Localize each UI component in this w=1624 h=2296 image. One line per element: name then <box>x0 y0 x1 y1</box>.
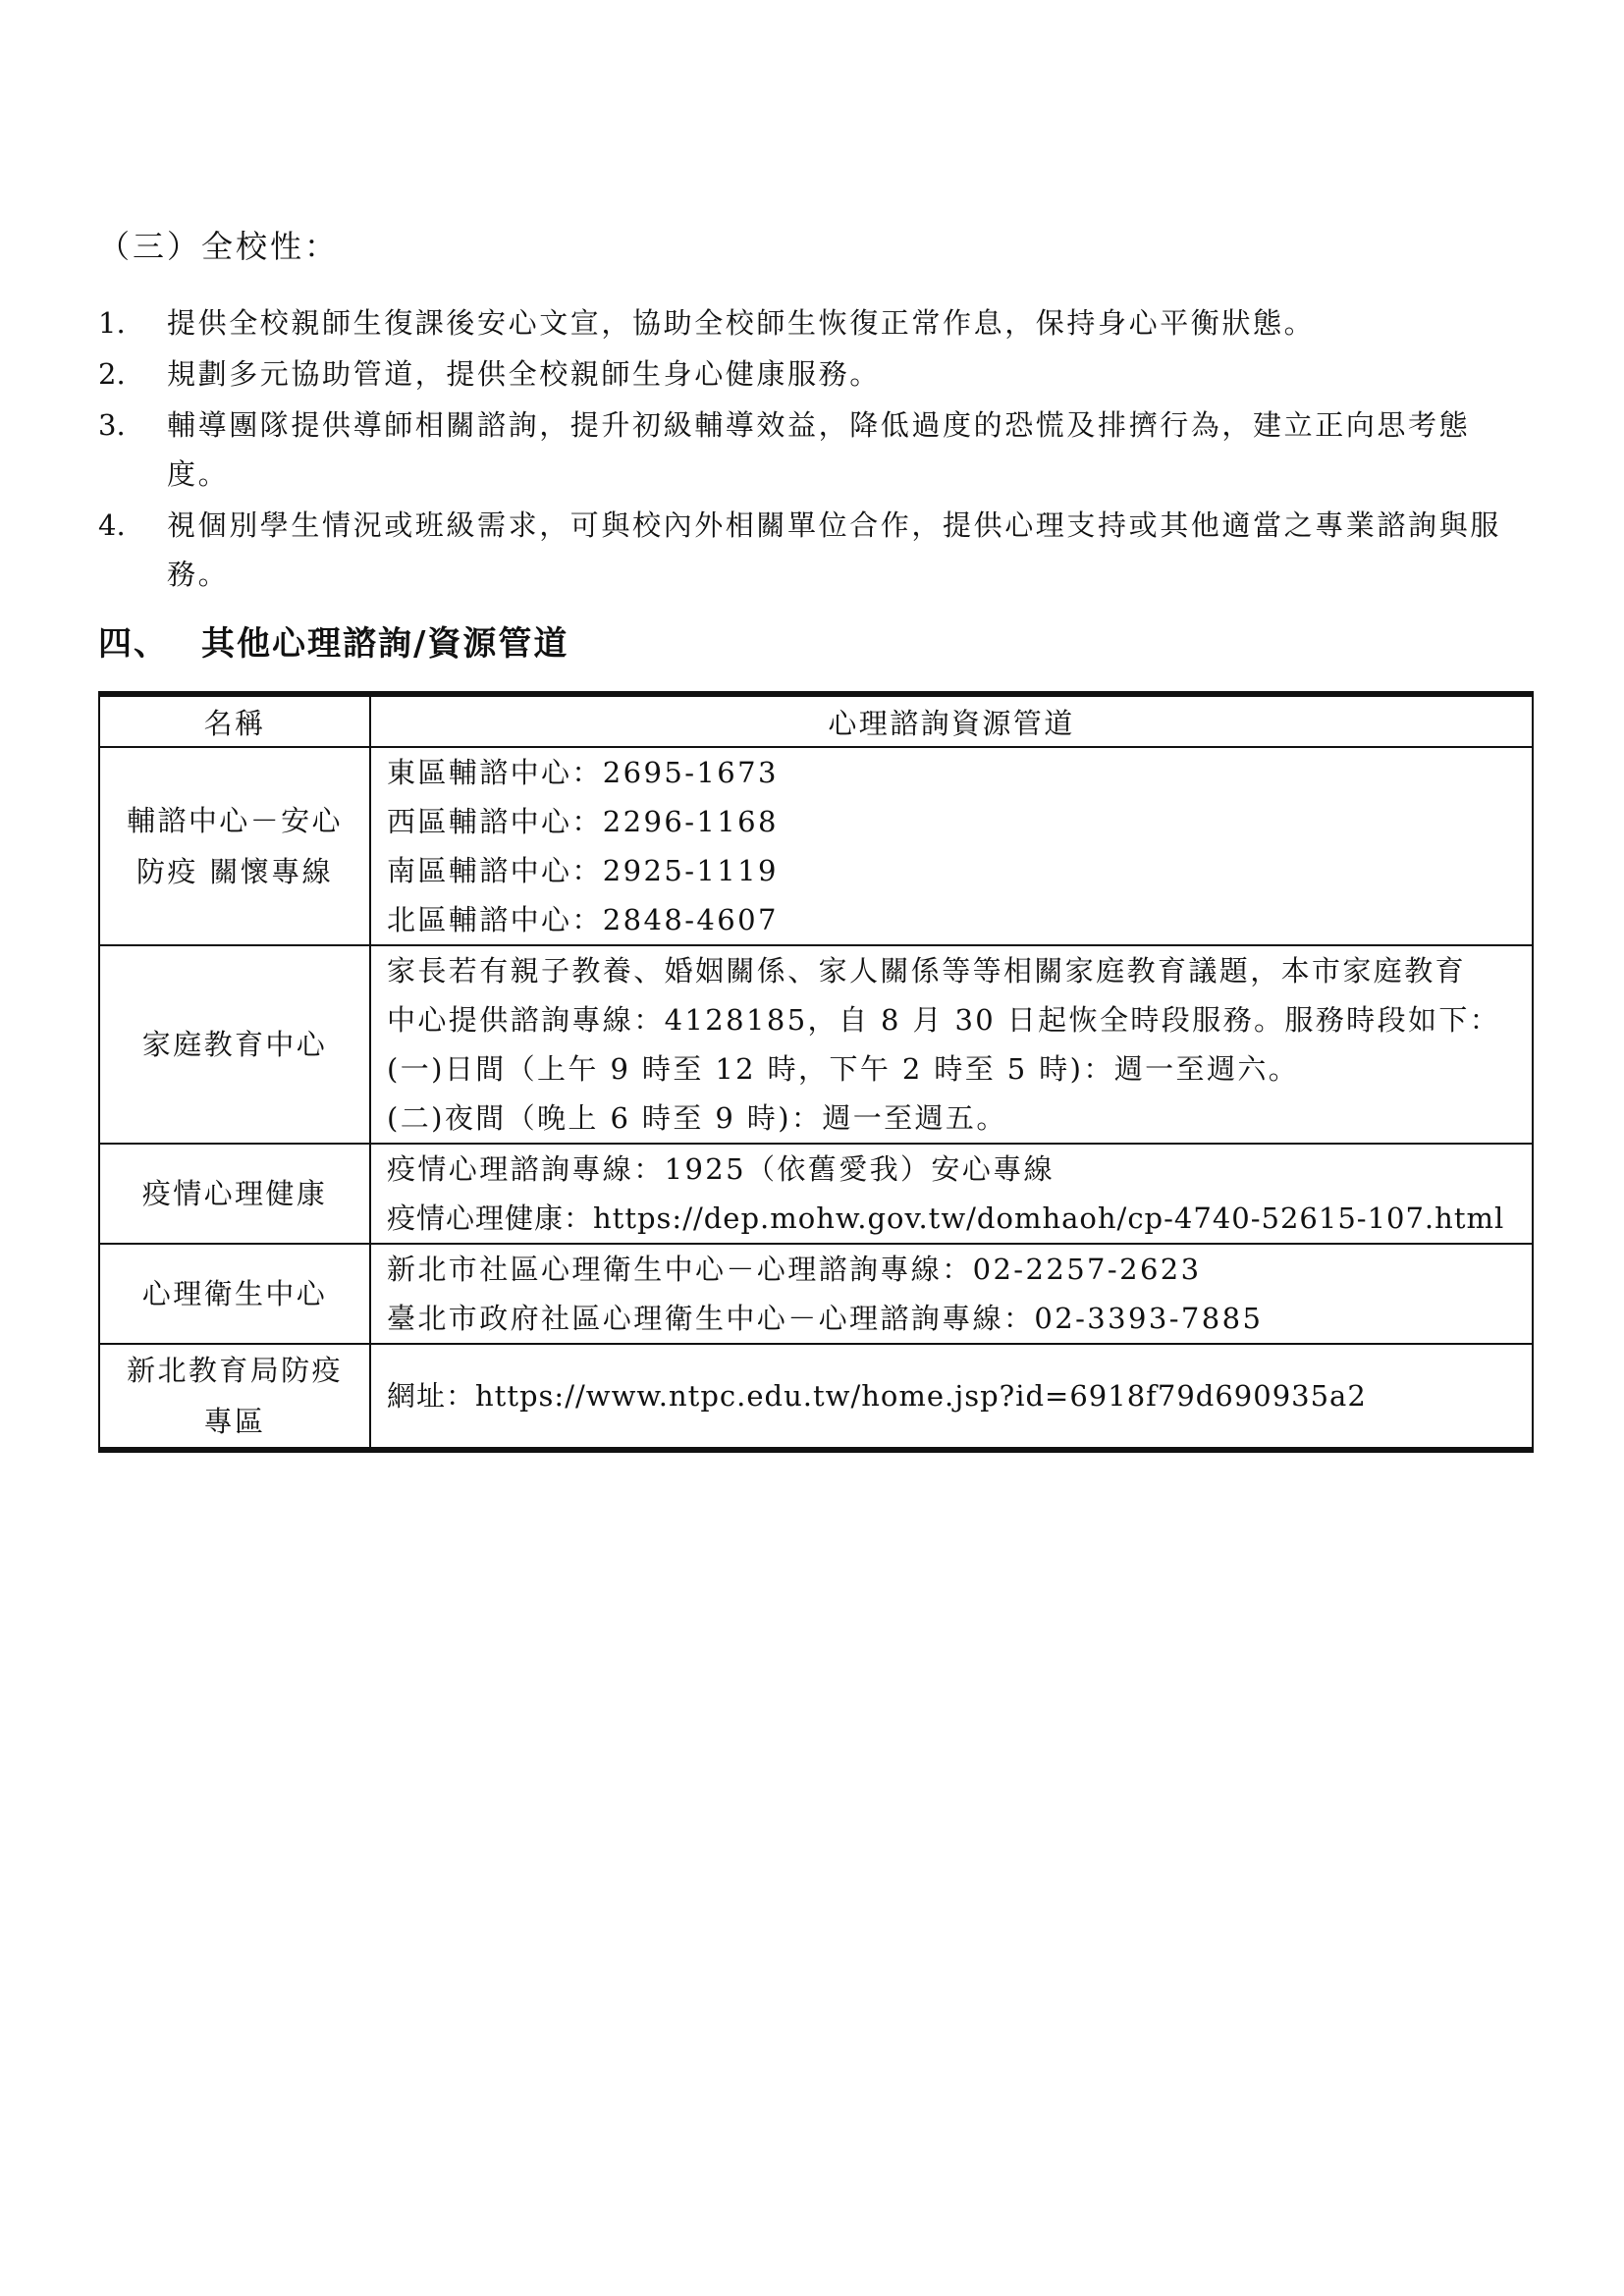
section-title: 其他心理諮詢/資源管道 <box>201 624 569 664</box>
content-line: 中心提供諮詢專線：4128185，自 8 月 30 日起恢全時段服務。服務時段如下： <box>387 1003 1501 1037</box>
list-item-number: 4. <box>98 508 126 542</box>
row-name-line: 心理衛生中心 <box>141 1277 328 1310</box>
list-item-text: 輔導團隊提供導師相關諮詢，提升初級輔導效益，降低過度的恐慌及排擠行為，建立正向思考態度。 <box>167 408 1471 491</box>
list-item-number: 1. <box>98 306 126 340</box>
row-name-line: 疫情心理健康 <box>141 1177 328 1210</box>
row-name-line: 家庭教育中心 <box>141 1028 328 1061</box>
content-line: (一)日間（上午 9 時至 12 時，下午 2 時至 5 時)：週一至週六。 <box>387 1052 1300 1086</box>
list-item <box>98 501 1532 599</box>
school-section-heading: （三）全校性： <box>98 228 340 265</box>
list-item-number: 3. <box>98 408 126 442</box>
list-item-text: 規劃多元協助管道，提供全校親師生身心健康服務。 <box>167 357 881 391</box>
content-line: 家長若有親子教養、婚姻關係、家人關係等等相關家庭教育議題，本市家庭教育 <box>387 954 1467 988</box>
content-line: (二)夜間（晚上 6 時至 9 時)：週一至週五。 <box>387 1101 1007 1135</box>
content-line: 東區輔諮中心：2695-1673 <box>387 756 779 789</box>
content-line: 北區輔諮中心：2848-4607 <box>387 903 779 936</box>
table-row <box>99 1144 1533 1244</box>
content-line: 西區輔諮中心：2296-1168 <box>387 805 779 838</box>
header-channels: 心理諮詢資源管道 <box>370 694 1533 747</box>
row-name-line: 專區 <box>203 1405 266 1438</box>
resources-section-heading <box>98 616 568 665</box>
school-measures-list <box>98 298 1532 601</box>
section-number: 四、 <box>98 624 169 664</box>
row-name-line: 輔諮中心－安心 <box>127 804 343 837</box>
table-row <box>99 1344 1533 1450</box>
list-item-number: 2. <box>98 357 126 391</box>
row-name-line: 防疫 關懷專線 <box>135 855 334 888</box>
row-content <box>370 1244 1533 1344</box>
list-item-text: 提供全校親師生復課後安心文宣，協助全校師生恢復正常作息，保持身心平衡狀態。 <box>167 306 1316 340</box>
content-line: 新北市社區心理衛生中心－心理諮詢專線：02-2257-2623 <box>387 1253 1202 1286</box>
content-line: 臺北市政府社區心理衛生中心－心理諮詢專線：02-3393-7885 <box>387 1302 1264 1335</box>
list-item <box>98 349 1532 399</box>
table-row <box>99 747 1533 945</box>
row-content <box>370 747 1533 945</box>
row-content <box>370 1144 1533 1244</box>
list-item <box>98 298 1532 347</box>
content-line: 疫情心理諮詢專線：1925（依舊愛我）安心專線 <box>387 1152 1056 1186</box>
row-content <box>370 945 1533 1144</box>
row-name-line: 新北教育局防疫 <box>127 1354 343 1387</box>
row-name <box>99 747 370 945</box>
resources-table <box>98 691 1534 1453</box>
content-line: 南區輔諮中心：2925-1119 <box>387 854 779 887</box>
row-name <box>99 1144 370 1244</box>
table-header-row <box>99 694 1533 747</box>
list-item <box>98 400 1532 499</box>
resources-table-wrapper <box>98 691 1532 1453</box>
row-content <box>370 1344 1533 1450</box>
row-name <box>99 1344 370 1450</box>
content-line: 網址：https://www.ntpc.edu.tw/home.jsp?id=6918f79d690935a2 <box>387 1379 1367 1413</box>
header-name: 名稱 <box>99 694 370 747</box>
row-name <box>99 945 370 1144</box>
content-line: 疫情心理健康：https://dep.mohw.gov.tw/domhaoh/cp-4740-52615-107.html <box>387 1201 1505 1235</box>
row-name <box>99 1244 370 1344</box>
table-row <box>99 945 1533 1144</box>
list-item-text: 視個別學生情況或班級需求，可與校內外相關單位合作，提供心理支持或其他適當之專業諮詢與服務。 <box>167 508 1501 591</box>
table-row <box>99 1244 1533 1344</box>
